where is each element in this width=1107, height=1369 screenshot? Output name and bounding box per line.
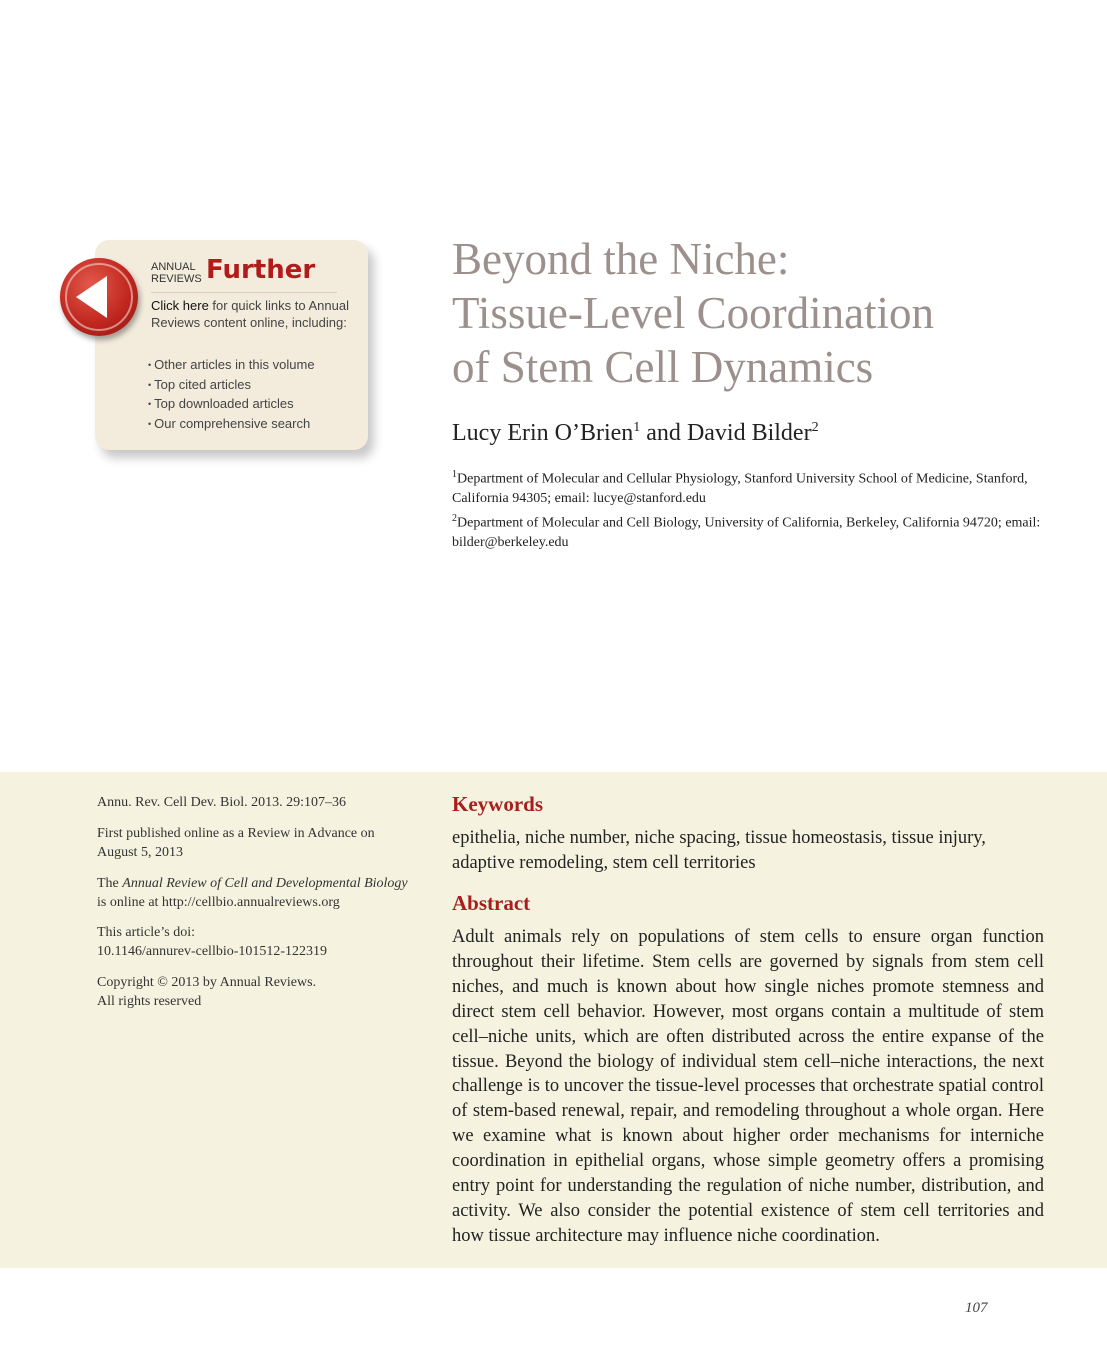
affiliation-1	[452, 465, 1052, 508]
page-number: 107	[965, 1300, 988, 1316]
further-links-list	[148, 356, 315, 434]
doi-label: This article’s doi:	[97, 925, 195, 940]
journal-name: Annual Review of Cell and Developmental Biology	[122, 876, 408, 891]
further-link-top-cited[interactable]: • Top cited articles	[148, 376, 315, 396]
title-line-2: Tissue-Level Coordination	[452, 288, 935, 338]
author-and: and	[640, 420, 687, 446]
further-intro-text: for quick links to Annual Reviews content online, including:	[151, 298, 349, 330]
further-intro	[151, 297, 351, 331]
abstract-text: Adult animals rely on populations of stem cells to ensure organ function throughout their lifetime. Stem cells are governed by signals from stem cell niches, and much is known about how single niches promote stemness and direct stem cell behavior. However, most organs contain a multitude of stem cell–niche units, which are often distributed across the entire expanse of the tissue. Beyond the biology of individual stem cell–niche interactions, the next challenge is to uncover the tissue-level processes that orchestrate spatial control of stem-based renewal, repair, and remodeling throughout a whole organ. Here we examine what is known about higher order mechanisms for interniche coordination in epithelial organs, whose simple geometry offers a promising entry point for understanding the regulation of niche number, distribution, and activity. We also consider the potential existence of stem cell territories and how tissue architecture may influence niche coordination.	[452, 927, 1044, 1246]
brand-line-2: REVIEWS	[151, 273, 202, 285]
citation: Annu. Rev. Cell Dev. Biol. 2013. 29:107–36	[97, 795, 347, 810]
author-list	[452, 420, 819, 447]
author-2-affil-mark: 2	[811, 420, 819, 435]
affiliation-2	[452, 509, 1052, 552]
author-1: Lucy Erin O’Brien	[452, 420, 634, 446]
journal-online-note	[97, 874, 417, 912]
further-link-search[interactable]: • Our comprehensive search	[148, 415, 315, 435]
copyright: Copyright © 2013 by Annual Reviews.	[97, 975, 317, 990]
further-link-top-downloaded[interactable]: • Top downloaded articles	[148, 395, 315, 415]
keywords-text: epithelia, niche number, niche spacing, tissue homeostasis, tissue injury, adaptive remodeling, stem cell territories	[452, 828, 986, 873]
further-title: Further	[206, 255, 316, 285]
publication-date: First published online as a Review in Advance on August 5, 2013	[97, 826, 375, 860]
affiliation-2-text: Department of Molecular and Cell Biology, University of California, Berkeley, California 94720; email: bilder@berkeley.edu	[452, 515, 1041, 550]
title-line-3: of Stem Cell Dynamics	[452, 342, 874, 392]
keywords-heading: Keywords	[452, 792, 543, 816]
online-prefix: The	[97, 876, 123, 891]
affiliation-1-text: Department of Molecular and Cellular Physiology, Stanford University School of Medicine, Stanford, California 94305; email: lucye@stanford.edu	[452, 471, 1028, 506]
click-here-link[interactable]: Click here	[151, 298, 209, 313]
annual-reviews-logo	[151, 261, 202, 285]
doi-block	[97, 923, 417, 961]
online-suffix: is online at http://cellbio.annualreviews.org	[97, 895, 340, 910]
title-line-1: Beyond the Niche:	[452, 234, 790, 284]
left-arrow-icon[interactable]	[60, 258, 138, 336]
author-1-affil-mark: 1	[633, 420, 641, 435]
abstract-heading: Abstract	[452, 891, 531, 915]
further-divider	[151, 292, 337, 293]
author-2: David Bilder	[686, 420, 812, 446]
copyright-block	[97, 973, 417, 1011]
affiliation-2-mark: 2	[452, 513, 457, 524]
affiliation-1-mark: 1	[452, 469, 457, 480]
doi-value: 10.1146/annurev-cellbio-101512-122319	[97, 944, 328, 959]
rights: All rights reserved	[97, 994, 202, 1009]
further-link-other-articles[interactable]: • Other articles in this volume	[148, 356, 315, 376]
article-title	[452, 232, 1072, 394]
brand-line-1: ANNUAL	[151, 261, 196, 273]
